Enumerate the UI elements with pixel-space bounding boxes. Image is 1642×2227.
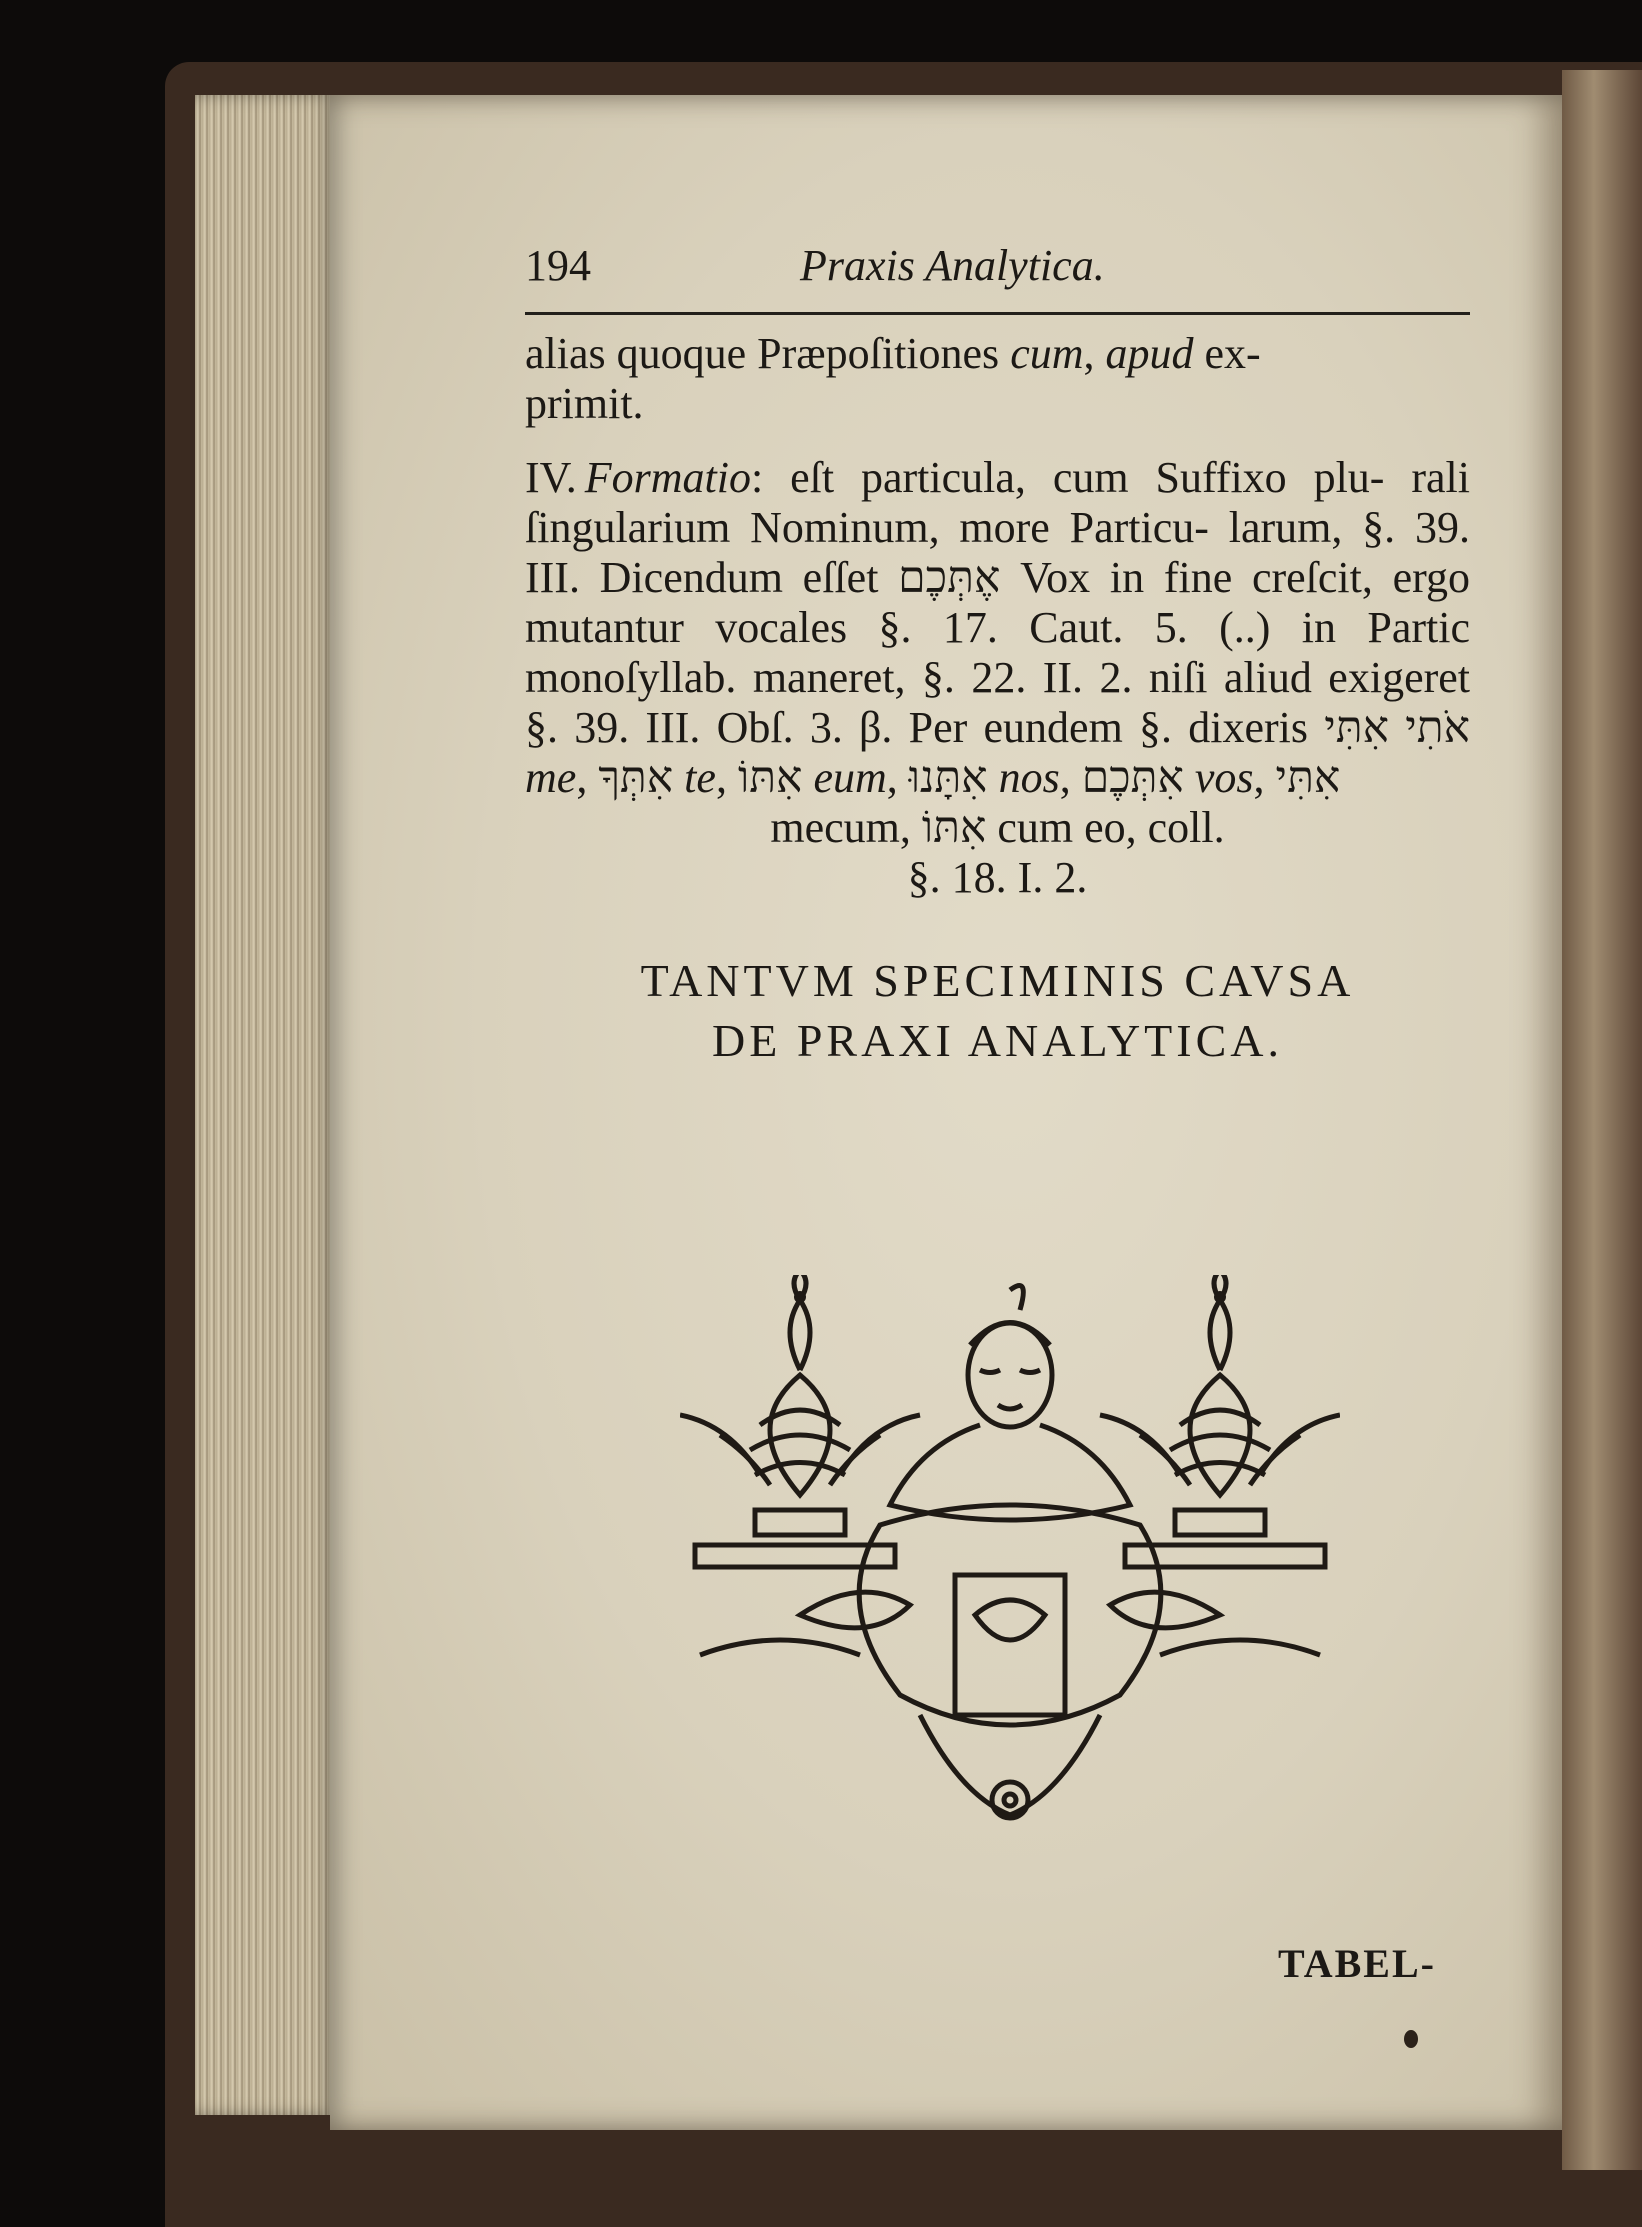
paragraph-centered-last: §. 18. I. 2. bbox=[907, 853, 1088, 902]
text-run: primit. bbox=[525, 379, 644, 428]
text-run: , אִתִּי bbox=[1253, 753, 1341, 802]
running-head bbox=[525, 240, 1470, 300]
paragraph-continuation bbox=[525, 329, 1470, 429]
text-run: ex- bbox=[1193, 329, 1261, 378]
italic-run: cum eo bbox=[997, 803, 1126, 852]
page-number: 194 bbox=[525, 241, 591, 290]
head-rule bbox=[525, 312, 1470, 315]
paragraph-formatio bbox=[525, 453, 1470, 803]
text-run: , אִתּוֹ bbox=[715, 753, 814, 802]
italic-run: me bbox=[525, 753, 577, 802]
paragraph-centered-line bbox=[525, 803, 1470, 853]
text-run: : eſt particula, cum Suffixo plu- rali ſingularium Nominum, more Particu- larum, §. 39. III. Dicendum eſſet אֶתְּכֶם Vox in fine creſcit, ergo mutantur vocales §. 17. Caut. 5. (..) in Partic monoſyllab. maneret, §. 22. II. 2. niſi aliud exigeret §. 39. III. Obſ. 3. β. Per eundem §. dixeris אֹתִי אִתִּי bbox=[525, 453, 1470, 752]
italic-run: eum bbox=[813, 753, 887, 802]
ink-spot bbox=[1404, 2030, 1418, 2048]
text-run: , coll. bbox=[1125, 803, 1225, 852]
text-run: , אִתּוֹ bbox=[899, 803, 998, 852]
text-run: , אִתְּכֶם bbox=[1059, 753, 1195, 802]
page-content bbox=[525, 240, 1470, 1071]
text-run: alias quoque Præpoſitiones bbox=[525, 329, 1011, 378]
italic-run: vos bbox=[1194, 753, 1254, 802]
text-run: , bbox=[1083, 329, 1106, 378]
italic-run: apud bbox=[1105, 329, 1194, 378]
italic-run: mecum bbox=[770, 803, 900, 852]
text-run: , אִתְּךָ bbox=[576, 753, 685, 802]
facing-page-edge bbox=[1562, 70, 1642, 2170]
catchword: TABEL- bbox=[1278, 1941, 1436, 1986]
closing-heading bbox=[525, 951, 1470, 1071]
text-run: , אִתָּנוּ bbox=[886, 753, 999, 802]
running-title: Praxis Analytica. bbox=[800, 241, 1105, 290]
italic-run: cum bbox=[1010, 329, 1084, 378]
italic-run: te bbox=[684, 753, 716, 802]
spacer bbox=[525, 429, 1470, 453]
woodcut-ornament-icon bbox=[680, 1275, 1340, 1835]
page-block-edge bbox=[195, 95, 335, 2115]
section-numeral: IV. bbox=[525, 453, 577, 502]
closing-line-2: DE PRAXI ANALYTICA. bbox=[712, 1015, 1283, 1066]
closing-line-1: TANTVM SPECIMINIS CAVSA bbox=[640, 955, 1355, 1006]
section-label: Formatio bbox=[584, 453, 751, 502]
italic-run: nos bbox=[998, 753, 1060, 802]
